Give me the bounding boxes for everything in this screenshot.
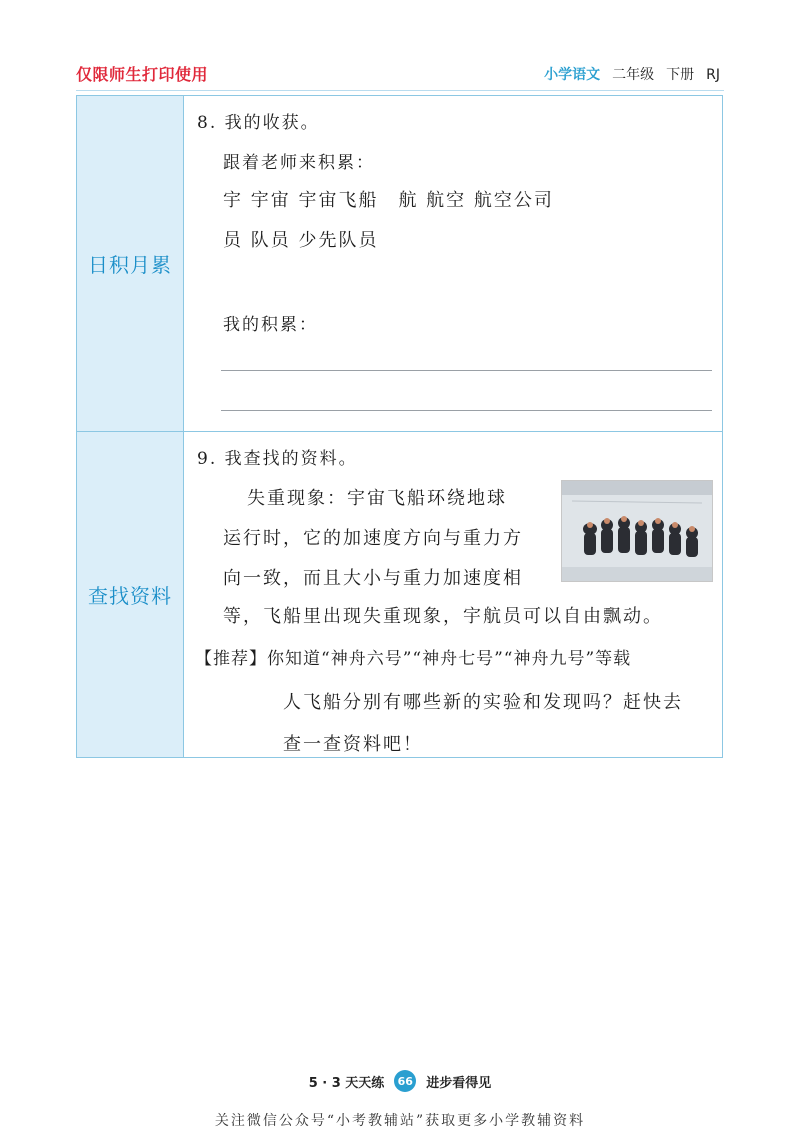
header-left-label: 仅限师生打印使用: [76, 65, 209, 84]
question-9-title: 9. 我查找的资料。: [197, 449, 358, 469]
writing-line-2[interactable]: [221, 410, 712, 411]
word-row-1: [223, 186, 554, 212]
footer-series: 5 · 3 天天练: [308, 1075, 385, 1091]
recommendation-line-1: 【推荐】你知道“神舟六号”“神舟七号”“神舟九号”等载: [195, 649, 632, 669]
header-right-info: [544, 64, 720, 84]
writing-line-1[interactable]: [221, 370, 712, 371]
page-number-badge: 66: [394, 1070, 416, 1092]
astronauts-photo-illustration: [562, 481, 712, 581]
footer-slogan: 进步看得见: [426, 1075, 492, 1091]
research-paragraph-line-4: 等，飞船里出现失重现象，宇航员可以自由飘动。: [223, 606, 663, 627]
watermark-text: 关注微信公众号“小考教辅站”获取更多小学教辅资料: [214, 1113, 586, 1129]
word-group-hang: 航 航空 航空公司: [398, 190, 554, 211]
research-paragraph-line-3: 向一致，而且大小与重力加速度相: [223, 568, 523, 589]
question-8-title: 8. 我的收获。: [197, 113, 320, 133]
word-group-yu: 宇 宇宙 宇宙飞船: [223, 190, 379, 211]
research-paragraph-line-1: 失重现象：宇宙飞船环绕地球: [247, 488, 507, 509]
term-label: 下册: [666, 67, 695, 83]
grade-label: 二年级: [612, 67, 655, 83]
recommendation-line-2: 人飞船分别有哪些新的实验和发现吗？赶快去: [283, 692, 683, 713]
section-accumulation-label: 日积月累: [77, 96, 184, 431]
section-research-label: 查找资料: [77, 432, 184, 757]
research-paragraph-line-2: 运行时，它的加速度方向与重力方: [223, 528, 523, 549]
accumulate-intro: 跟着老师来积累：: [223, 153, 375, 173]
word-row-2: 员 队员 少先队员: [223, 230, 379, 251]
edition-label: RJ: [706, 67, 720, 83]
recommendation-line-3: 查一查资料吧！: [283, 734, 423, 755]
section-research-content: [183, 432, 722, 757]
section-research: [76, 431, 723, 758]
weightless-astronauts-photo: [561, 480, 713, 582]
footer: [0, 1070, 800, 1092]
section-accumulation-content: [183, 96, 722, 431]
section-accumulation: [76, 95, 723, 432]
my-accumulation-label: 我的积累：: [223, 315, 318, 335]
subject-label: 小学语文: [544, 67, 601, 83]
header-rule: [76, 90, 724, 91]
